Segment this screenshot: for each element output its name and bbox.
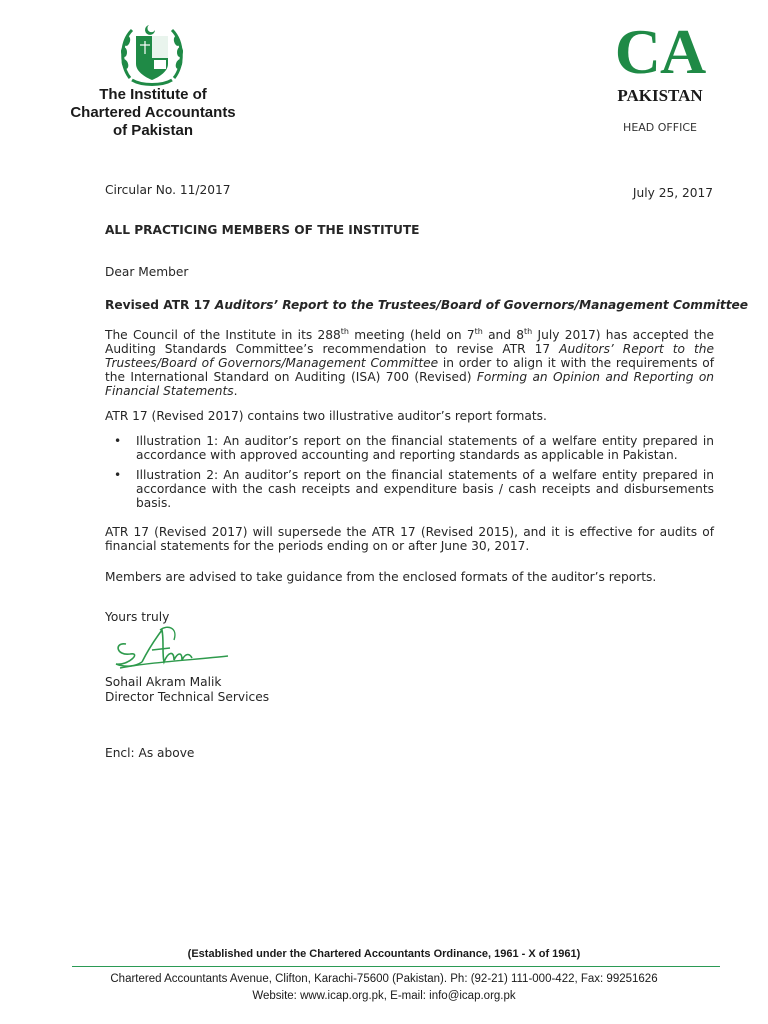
text-run: The Council of the Institute in its 288 bbox=[105, 328, 341, 342]
circular-number: Circular No. 11/2017 bbox=[105, 183, 231, 197]
institute-name bbox=[60, 86, 246, 140]
footer-divider bbox=[72, 966, 720, 967]
signature-image bbox=[112, 622, 232, 674]
institute-name-line: of Pakistan bbox=[112, 122, 194, 139]
signatory-title: Director Technical Services bbox=[105, 690, 270, 704]
addressee: ALL PRACTICING MEMBERS OF THE INSTITUTE bbox=[105, 223, 420, 237]
ca-logo-letters: CA bbox=[614, 16, 706, 87]
list-item: • Illustration 1: An auditor’s report on the financial statements of a welfare entity prepared in accordance with approved accounting and reporting standards as applicable in Pakistan. bbox=[105, 434, 714, 462]
institute-name-line: The Institute of bbox=[99, 86, 207, 103]
salutation: Dear Member bbox=[105, 265, 189, 279]
illustration-list bbox=[105, 434, 714, 516]
footer-address: Chartered Accountants Avenue, Clifton, Karachi-75600 (Pakistan). Ph: (92-21) 111-000-422, Fax: 99251626 bbox=[110, 973, 658, 985]
text-run: meeting (held on 7 bbox=[348, 328, 475, 342]
institute-name-line: Chartered Accountants bbox=[70, 104, 236, 121]
head-office-label: HEAD OFFICE bbox=[623, 121, 697, 134]
closing: Yours truly bbox=[105, 610, 170, 624]
paragraph-effective: ATR 17 (Revised 2017) will supersede the ATR 17 (Revised 2015), and it is effective for audits of financial statements for the periods ending on or after June 30, 2017. bbox=[105, 525, 714, 553]
list-item: • Illustration 2: An auditor’s report on the financial statements of a welfare entity prepared in accordance with the cash receipts and expenditure basis / cash receipts and disbursements basis. bbox=[105, 468, 714, 510]
signatory-name: Sohail Akram Malik bbox=[105, 675, 222, 689]
subject-prefix: Revised ATR 17 bbox=[105, 298, 215, 312]
footer-established: (Established under the Chartered Accountants Ordinance, 1961 - X of 1961) bbox=[187, 948, 581, 960]
text-run: in order to align it with the requirements of the International Standard on Auditing (ISA) 700 (Revised) bbox=[105, 356, 715, 384]
superscript: th bbox=[524, 326, 533, 336]
subject-title: Auditors’ Report to the Trustees/Board of Governors/Management Committee bbox=[214, 298, 749, 312]
footer-contact: Website: www.icap.org.pk, E-mail: info@icap.org.pk bbox=[252, 990, 516, 1002]
institute-crest-logo bbox=[116, 20, 188, 90]
text-run: . bbox=[233, 384, 238, 398]
paragraph-guidance: Members are advised to take guidance from the enclosed formats of the auditor’s reports. bbox=[105, 570, 657, 584]
ca-logo-country: PAKISTAN bbox=[617, 86, 703, 105]
superscript: th bbox=[474, 326, 483, 336]
subject-line bbox=[105, 298, 748, 312]
text-run: and 8 bbox=[482, 328, 525, 342]
text-run: July 2017) has accepted the Auditing Standards Committee’s recommendation to revise ATR 17 bbox=[105, 328, 714, 356]
superscript: th bbox=[340, 326, 349, 336]
italic-title: Forming an Opinion and Reporting on Financial Statements bbox=[105, 370, 714, 398]
paragraph-council bbox=[105, 328, 714, 398]
paragraph-formats: ATR 17 (Revised 2017) contains two illustrative auditor’s report formats. bbox=[105, 409, 547, 423]
letter-date: July 25, 2017 bbox=[632, 186, 713, 200]
enclosure-note: Encl: As above bbox=[105, 746, 195, 760]
italic-title: Auditors’ Report to the Trustees/Board of Governors/Management Committee bbox=[105, 342, 714, 370]
